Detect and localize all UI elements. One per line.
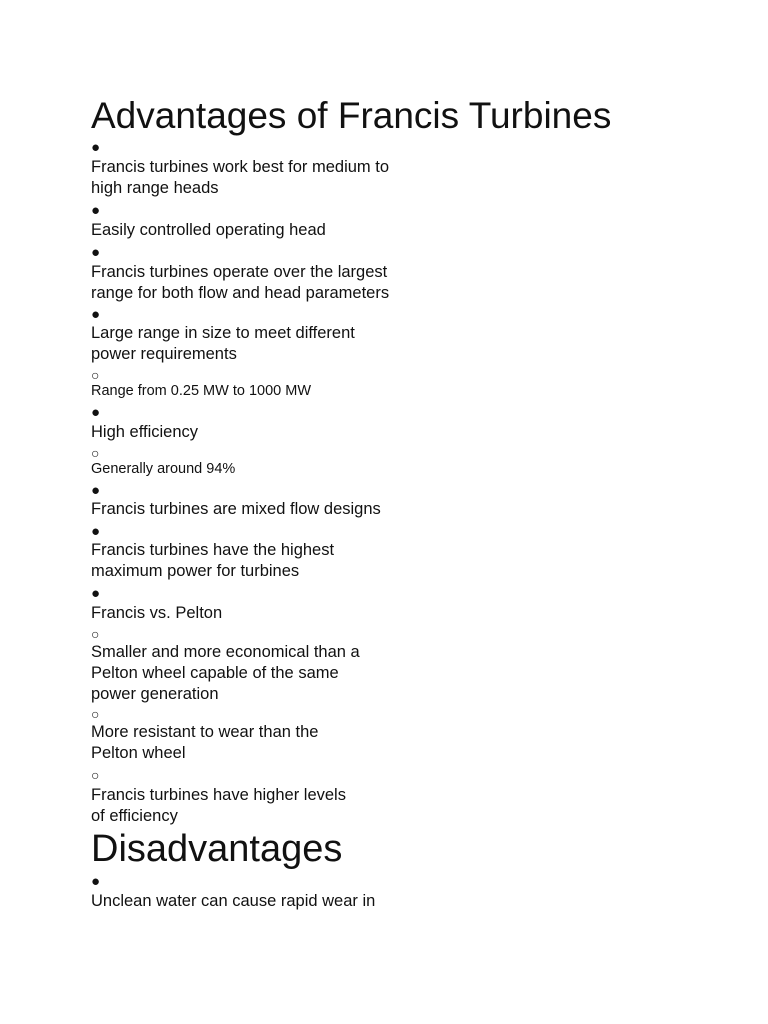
list-item: Large range in size to meet different (91, 324, 355, 342)
section-heading: Disadvantages (91, 828, 343, 870)
sub-bullet-icon: ○ (91, 626, 100, 642)
list-sub-item: Generally around 94% (91, 461, 236, 477)
list-item: High efficiency (91, 423, 199, 441)
list-item: Francis vs. Pelton (91, 604, 223, 622)
list-item: high range heads (91, 179, 219, 197)
list-sub-item: Francis turbines have higher levels (91, 786, 346, 804)
list-sub-item: power generation (91, 685, 219, 703)
sub-bullet-icon: ○ (91, 445, 100, 461)
list-item: range for both flow and head parameters (91, 284, 390, 302)
bullet-icon: ● (91, 482, 101, 499)
list-item: Francis turbines have the highest (91, 541, 335, 559)
bullet-icon: ● (91, 139, 101, 156)
list-item: maximum power for turbines (91, 562, 300, 580)
list-sub-item: of efficiency (91, 807, 178, 825)
list-item: Francis turbines work best for medium to (91, 158, 390, 176)
bullet-icon: ● (91, 202, 101, 219)
list-sub-item: More resistant to wear than the (91, 723, 319, 741)
bullet-icon: ● (91, 873, 101, 890)
sub-bullet-icon: ○ (91, 767, 100, 783)
bullet-icon: ● (91, 585, 101, 602)
bullet-icon: ● (91, 306, 101, 323)
bullet-icon: ● (91, 523, 101, 540)
list-sub-item: Range from 0.25 MW to 1000 MW (91, 383, 311, 399)
list-sub-item: Pelton wheel (91, 744, 186, 762)
list-item: Francis turbines are mixed flow designs (91, 500, 381, 518)
sub-bullet-icon: ○ (91, 706, 100, 722)
list-item: Francis turbines operate over the largest (91, 263, 388, 281)
bullet-icon: ● (91, 244, 101, 261)
list-sub-item: Pelton wheel capable of the same (91, 664, 339, 682)
list-item: power requirements (91, 345, 237, 363)
bullet-icon: ● (91, 404, 101, 421)
page-title: Advantages of Francis Turbines (91, 95, 612, 136)
list-sub-item: Smaller and more economical than a (91, 643, 360, 661)
list-item: Unclean water can cause rapid wear in (91, 892, 376, 910)
sub-bullet-icon: ○ (91, 367, 100, 383)
list-item: Easily controlled operating head (91, 221, 326, 239)
